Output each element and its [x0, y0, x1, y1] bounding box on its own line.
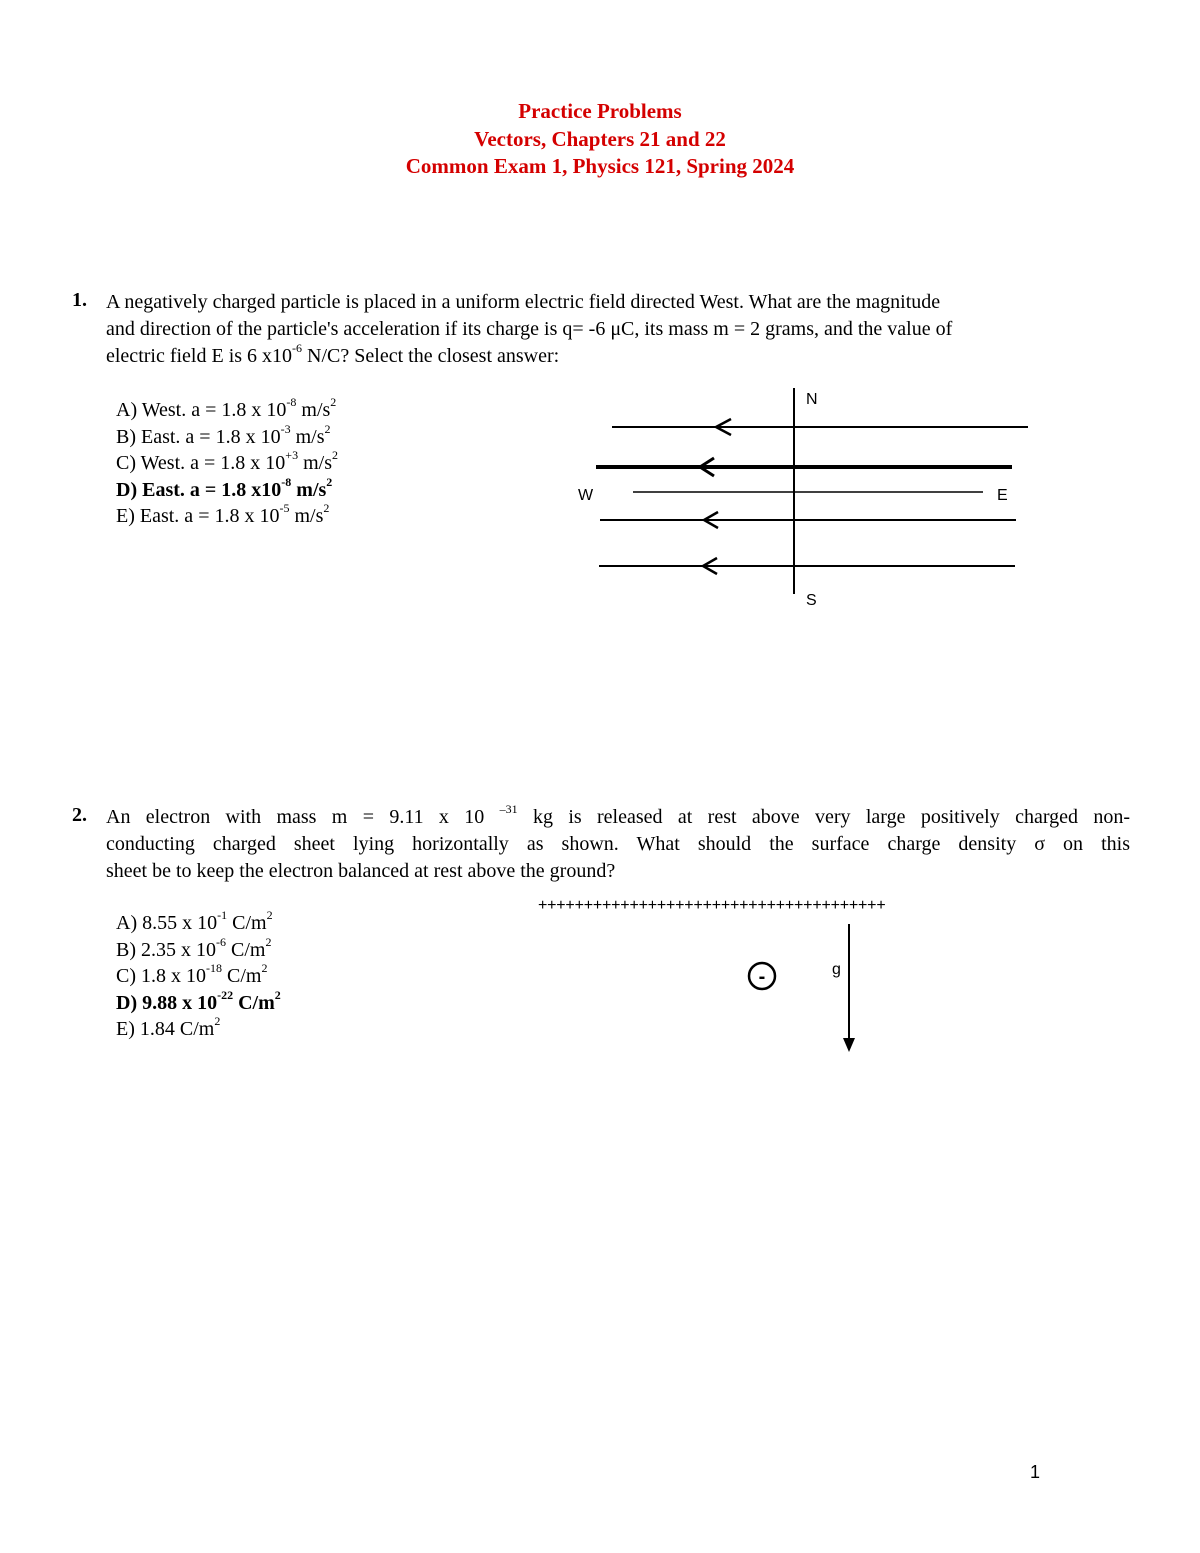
question-1-line: A negatively charged particle is placed in a uniform electric field directed West. What are the magnitude — [106, 291, 941, 313]
choice-e: E) 1.84 $C/m^2$ — [116, 1014, 221, 1040]
header-subtitle: Vectors, Chapters 21 and 22 — [474, 126, 726, 151]
question-2-line: sheet be to keep the electron balanced at rest above the ground? — [106, 860, 616, 882]
header-exam-line: Common Exam 1, Physics 121, Spring 2024 — [405, 154, 795, 178]
east-label: E — [997, 487, 1008, 504]
header-title: Practice Problems — [518, 99, 682, 123]
choice-a: A) 8.55 x $10^{-1}$ $C/m^2$ — [116, 908, 273, 934]
electron-charge-sign: - — [758, 966, 766, 988]
question-1-line: and direction of the particle's acceleration if its charge is q= -6 μC, its mass m = 2 grams, and the value of — [106, 318, 953, 340]
question-2-number: 2. — [72, 804, 87, 826]
question-2-line: An electron with mass m = 9.11 x 10 $^{-31}$ kg is released at rest above very large positively charged non- — [106, 802, 1130, 828]
choice-b: B) 2.35 x $10^{-6}$ $C/m^2$ — [116, 934, 272, 961]
question-1-line: electric field E is 6 $x10^{-6}$ N/C? Select the closest answer: — [106, 341, 560, 367]
choice-b: B) East. a = 1.8 x $10^{-3}$ $m/s^2$ — [116, 421, 331, 448]
positive-charge-sheet: ++++++++++++++++++++++++++++++++++++++ — [538, 897, 886, 914]
question-2-line: conducting charged sheet lying horizontally as shown. What should the surface charge density σ on this — [106, 833, 1130, 855]
choice-d-correct: D) 9.88 x $10^{-22}$ $C/m^2$ — [116, 987, 281, 1014]
choice-c: C) West. a = 1.8 x $10^{+3}$ $m/s^2$ — [116, 448, 338, 474]
arrow-down-icon — [843, 1038, 855, 1052]
south-label: S — [806, 592, 817, 609]
choice-e: E) East. a = 1.8 x $10^{-5}$ $m/s^2$ — [116, 501, 330, 527]
gravity-label: g — [832, 961, 841, 978]
north-label: N — [806, 391, 818, 408]
page-number: 1 — [1030, 1462, 1041, 1482]
choice-d-correct: D) East. a = 1.8 $x10^{-8}$ $m/s^2$ — [116, 474, 333, 501]
choice-a: A) West. a = 1.8 x $10^{-8}$ $m/s^2$ — [116, 395, 337, 421]
choice-c: C) 1.8 x $10^{-18}$ $C/m^2$ — [116, 961, 268, 987]
question-1-number: 1. — [72, 289, 87, 311]
west-label: W — [578, 487, 594, 504]
